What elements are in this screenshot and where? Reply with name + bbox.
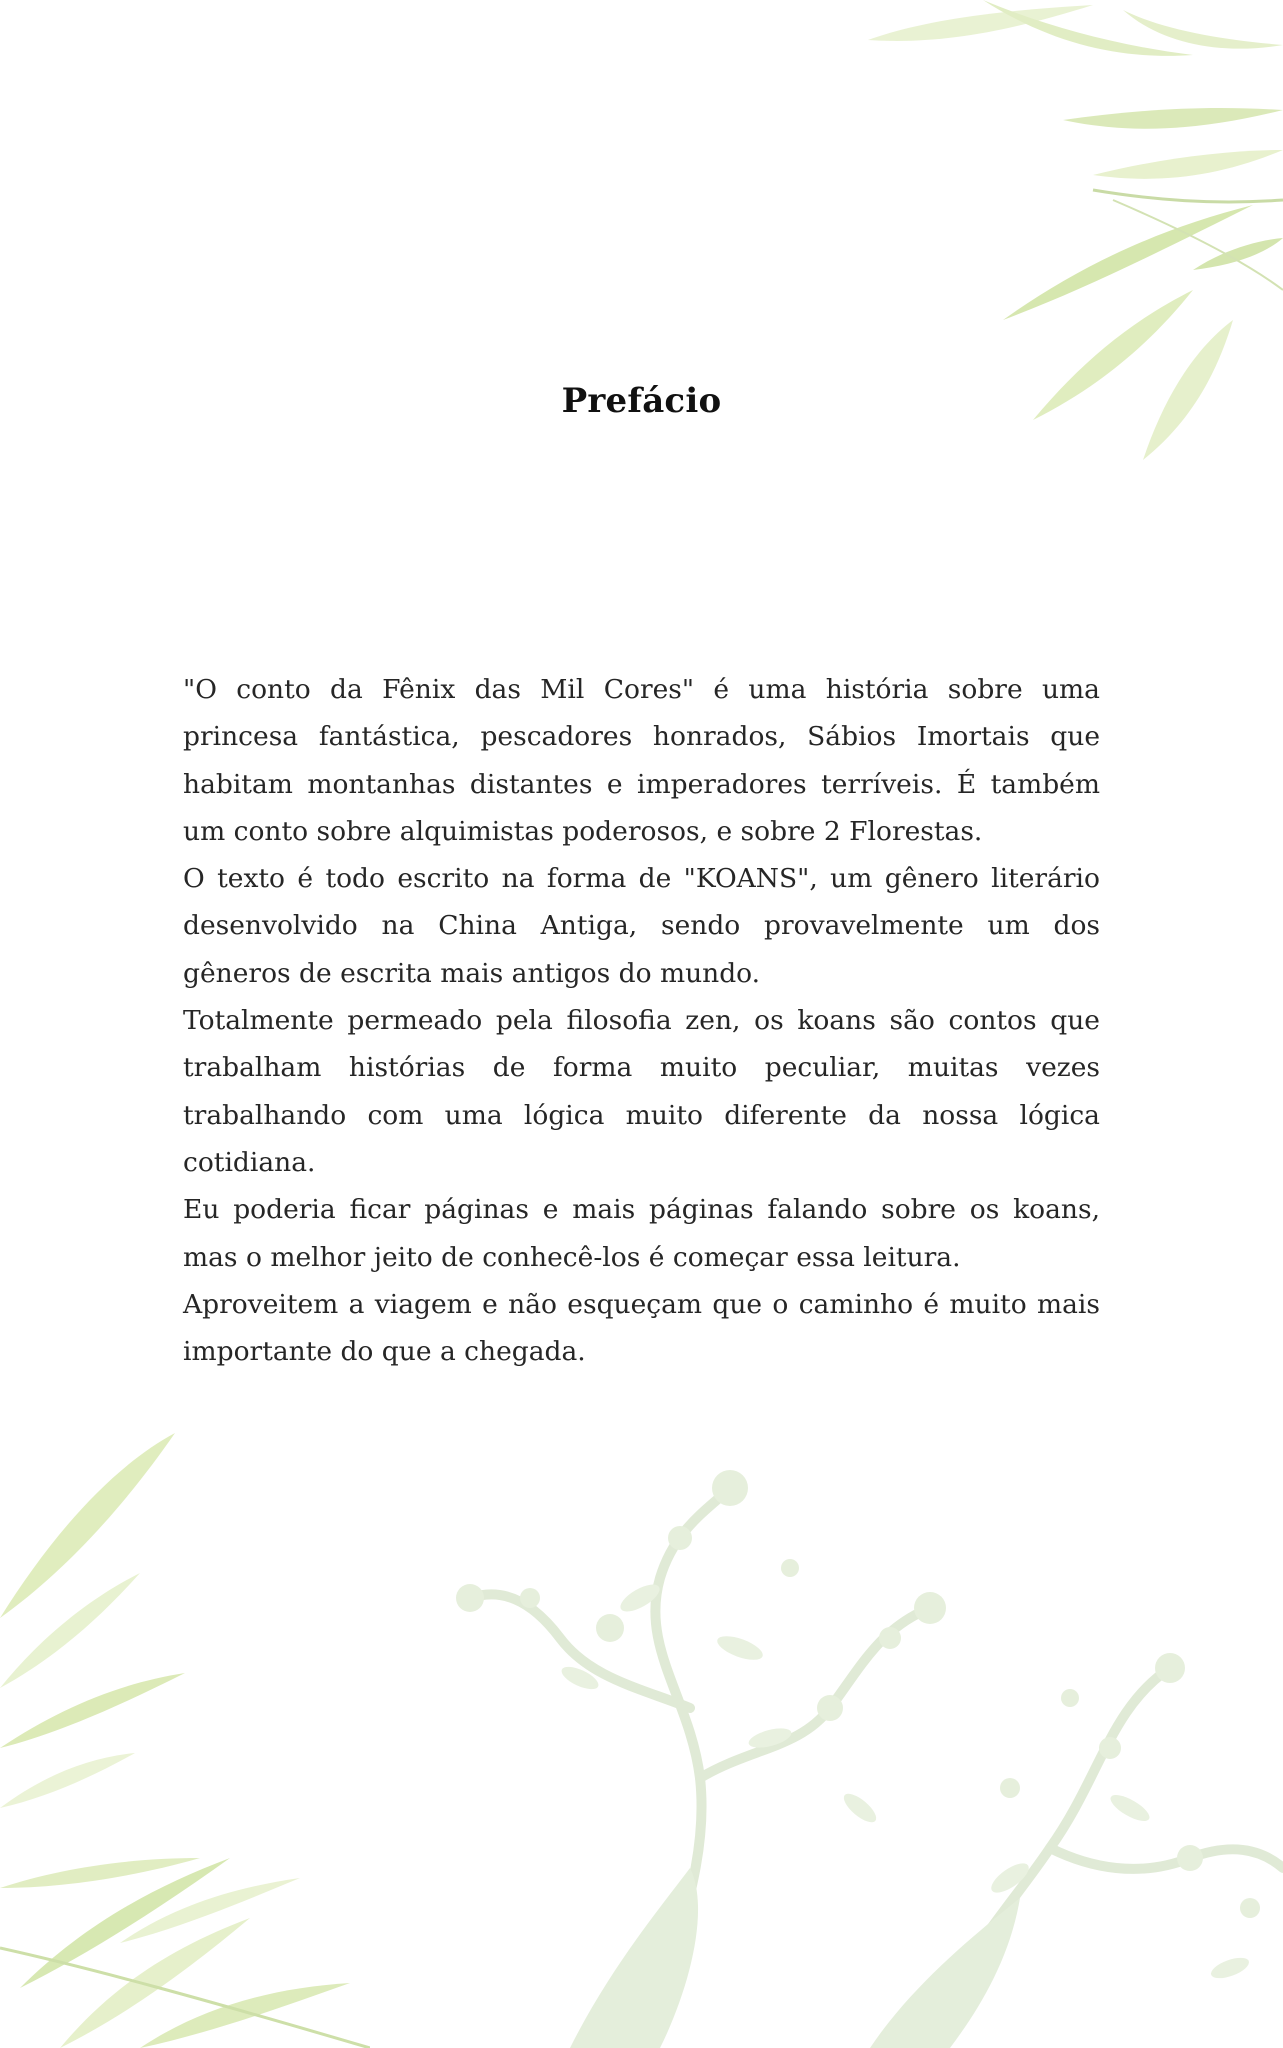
page-title: Prefácio: [561, 380, 722, 421]
paragraph-3: Totalmente permeado pela filosofia zen, os koans são contos que trabalham histórias de forma muito peculiar, muitas vezes trabalhando com uma lógica muito diferente da nossa lógica cotidiana.: [183, 1005, 1100, 1178]
bamboo-leaves-bottom-left-decoration: [0, 1388, 370, 2048]
paragraph-1: "O conto da Fênix das Mil Cores" é uma história sobre uma princesa fantástica, pescadores honrados, Sábios Imortais que habitam montanhas distantes e imperadores terríveis. É também um conto sobre alquimistas poderosos, e sobre 2 Florestas.: [183, 674, 1100, 847]
preface-body: [183, 666, 1100, 1375]
paragraph-4: Eu poderia ficar páginas e mais páginas falando sobre os koans, mas o melhor jeito de conhecê-los é começar essa leitura.: [183, 1194, 1100, 1273]
paragraph-5: Aproveitem a viagem e não esqueçam que o caminho é muito mais importante do que a chegada.: [183, 1288, 1100, 1368]
paragraph-2: O texto é todo escrito na forma de "KOANS", um gênero literário desenvolvido na China Antiga, sendo provavelmente um dos gêneros de escrita mais antigos do mundo.: [183, 863, 1100, 989]
floral-vine-decoration: [410, 1448, 1283, 2048]
